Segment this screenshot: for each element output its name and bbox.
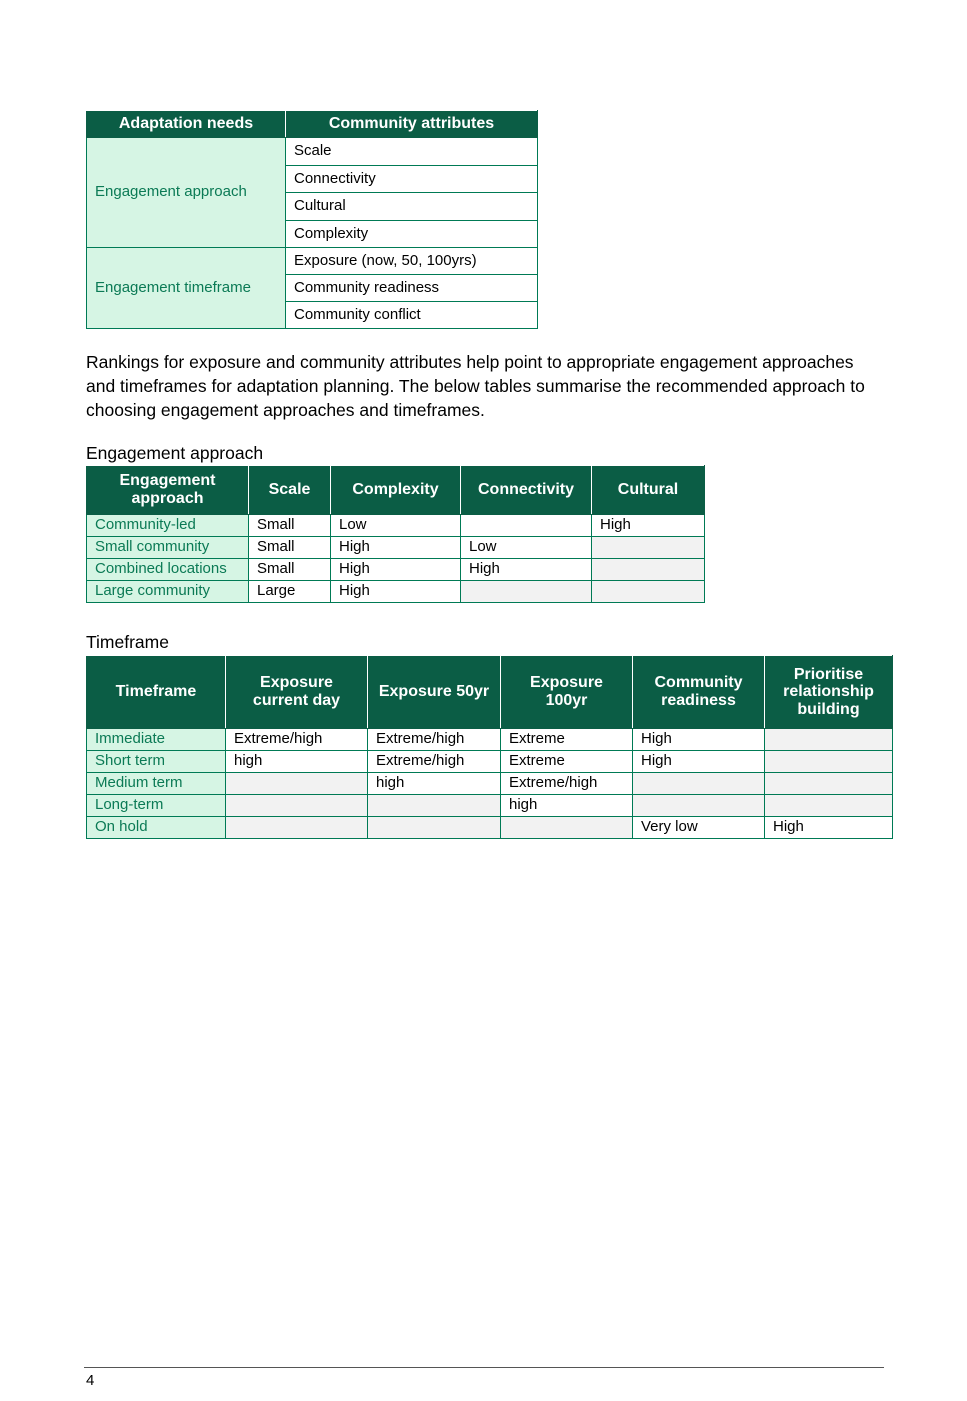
- header-connectivity: Connectivity: [461, 466, 592, 515]
- table-cell: [592, 559, 705, 581]
- header-exposure-100yr: Exposure 100yr: [501, 656, 633, 729]
- table-cell: high: [368, 773, 501, 795]
- table-cell: [226, 773, 368, 795]
- table-cell: Small: [249, 515, 331, 537]
- header-exposure-current-day: Exposure current day: [226, 656, 368, 729]
- table-cell: High: [765, 817, 893, 839]
- table-row: [87, 751, 893, 773]
- body-paragraph: Rankings for exposure and community attributes help point to appropriate engagement approaches and timeframes for adaptation planning. The below tables summarise the recommended approach to choosing engagement approaches and timeframes.: [86, 352, 865, 420]
- row-label: Immediate: [87, 729, 226, 751]
- table-cell: [461, 515, 592, 537]
- table-cell: [368, 817, 501, 839]
- table-row: [87, 773, 893, 795]
- table-cell: Low: [331, 515, 461, 537]
- row-label: On hold: [87, 817, 226, 839]
- table-row: [87, 537, 705, 559]
- footer-divider: [84, 1367, 884, 1368]
- table-cell: Extreme/high: [368, 729, 501, 751]
- table-cell: [226, 795, 368, 817]
- table-row: [87, 729, 893, 751]
- adaptation-needs-table: [86, 110, 538, 329]
- table-cell: high: [226, 751, 368, 773]
- page-number: 4: [86, 1372, 95, 1389]
- header-exposure-50yr: Exposure 50yr: [368, 656, 501, 729]
- table-cell: Large: [249, 581, 331, 603]
- table-row: [87, 515, 705, 537]
- row-label: Small community: [87, 537, 249, 559]
- table-row: [87, 559, 705, 581]
- table-cell: [368, 795, 501, 817]
- table-cell: High: [331, 559, 461, 581]
- engagement-approach-table: [86, 465, 705, 603]
- row-label: Long-term: [87, 795, 226, 817]
- table-cell: [633, 795, 765, 817]
- attribute-cell: Cultural: [286, 193, 538, 221]
- header-community-readiness: Community readiness: [633, 656, 765, 729]
- attribute-cell: Connectivity: [286, 165, 538, 193]
- table-cell: High: [331, 537, 461, 559]
- header-scale: Scale: [249, 466, 331, 515]
- header-timeframe: Timeframe: [87, 656, 226, 729]
- table-cell: Extreme/high: [368, 751, 501, 773]
- header-adaptation-needs: Adaptation needs: [87, 111, 286, 138]
- header-community-attributes: Community attributes: [286, 111, 538, 138]
- table-cell: High: [633, 751, 765, 773]
- table-cell: [501, 817, 633, 839]
- table-cell: High: [461, 559, 592, 581]
- table-cell: Extreme/high: [501, 773, 633, 795]
- table-cell: [633, 773, 765, 795]
- table-cell: [765, 795, 893, 817]
- need-engagement-approach: Engagement approach: [87, 138, 286, 248]
- table-cell: Very low: [633, 817, 765, 839]
- table-row: [87, 795, 893, 817]
- timeframe-table-caption: Timeframe: [86, 632, 169, 652]
- table-cell: High: [592, 515, 705, 537]
- attribute-cell: Exposure (now, 50, 100yrs): [286, 248, 538, 275]
- need-engagement-timeframe: Engagement timeframe: [87, 248, 286, 329]
- approach-table-caption: Engagement approach: [86, 443, 264, 463]
- table-cell: Small: [249, 559, 331, 581]
- table-cell: [765, 773, 893, 795]
- table-cell: High: [331, 581, 461, 603]
- attribute-cell: Community readiness: [286, 275, 538, 302]
- header-engagement-approach: Engagement approach: [87, 466, 249, 515]
- row-label: Medium term: [87, 773, 226, 795]
- table-row: [87, 817, 893, 839]
- table-row: [87, 581, 705, 603]
- table-cell: [592, 537, 705, 559]
- header-cultural: Cultural: [592, 466, 705, 515]
- row-label: Combined locations: [87, 559, 249, 581]
- table-cell: Extreme/high: [226, 729, 368, 751]
- header-complexity: Complexity: [331, 466, 461, 515]
- row-label: Short term: [87, 751, 226, 773]
- table-cell: High: [633, 729, 765, 751]
- attribute-cell: Scale: [286, 138, 538, 166]
- row-label: Large community: [87, 581, 249, 603]
- header-prioritise-relationship-building: Prioritise relationship building: [765, 656, 893, 729]
- table-cell: Extreme: [501, 751, 633, 773]
- table-cell: [592, 581, 705, 603]
- table-cell: [765, 729, 893, 751]
- table-cell: [226, 817, 368, 839]
- table-cell: Extreme: [501, 729, 633, 751]
- row-label: Community-led: [87, 515, 249, 537]
- table-cell: Small: [249, 537, 331, 559]
- timeframe-table: [86, 655, 893, 839]
- table-cell: high: [501, 795, 633, 817]
- table-cell: [765, 751, 893, 773]
- attribute-cell: Community conflict: [286, 302, 538, 329]
- attribute-cell: Complexity: [286, 220, 538, 248]
- table-cell: [461, 581, 592, 603]
- table-cell: Low: [461, 537, 592, 559]
